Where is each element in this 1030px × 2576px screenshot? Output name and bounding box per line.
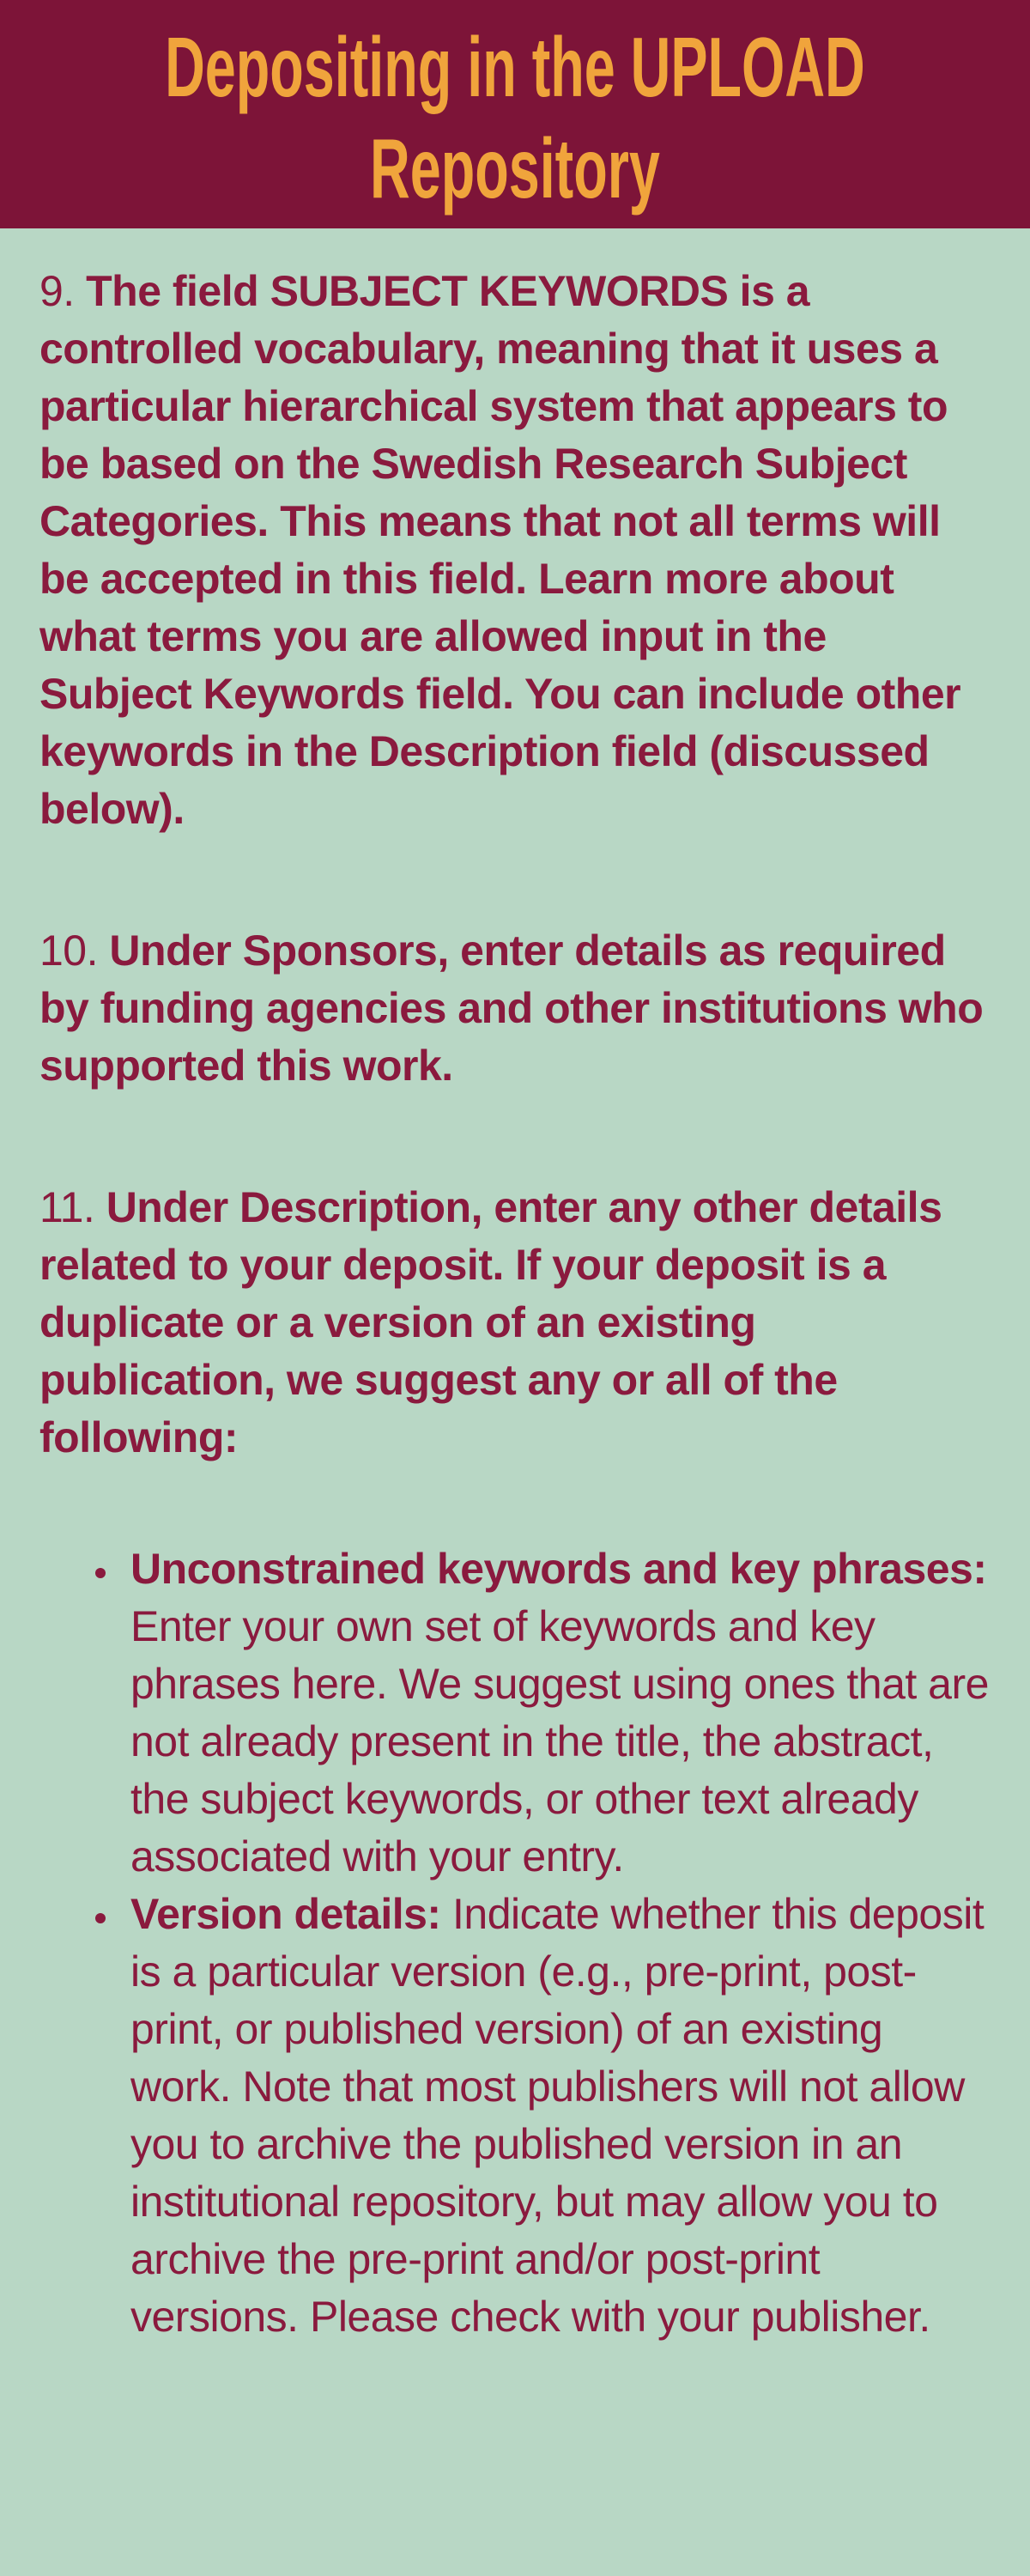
bullet-2-text: Indicate whether this deposit is a particular version (e.g., pre-print, post-print, or published version) of an existing work. Note that most publishers will not allow you to archive the published version in an institutional repository, but may allow you to archive the pre-print and/or post-print versions. Please check with your publisher. (130, 1890, 985, 2341)
step-9-paragraph (39, 263, 989, 838)
page-title (165, 16, 865, 219)
suggestions-list (39, 1540, 989, 2346)
step-9-number: 9. (39, 267, 75, 315)
step-10-paragraph (39, 922, 989, 1095)
step-9-text: The field SUBJECT KEYWORDS is a controlled vocabulary, meaning that it uses a particular hierarchical system that appears to be based on the Swedish Research Subject Categories. This means that not all terms will be accepted in this field. Learn more about what terms you are allowed input in the Subject Keywords field. You can include other keywords in the Description field (discussed below). (39, 267, 961, 833)
step-11-number: 11. (39, 1183, 95, 1231)
bullet-1-text: Enter your own set of keywords and key phrases here. We suggest using ones that are not already present in the title, the abstract, the subject keywords, or other text already associated with your entry. (130, 1602, 989, 1880)
list-item-unconstrained-keywords (122, 1540, 989, 1886)
list-item-version-details (122, 1886, 989, 2346)
step-10-text: Under Sponsors, enter details as required by funding agencies and other institutions who supported this work. (39, 927, 984, 1090)
step-11-text: Under Description, enter any other details related to your deposit. If your deposit is a duplicate or a version of an existing publication, we suggest any or all of the following: (39, 1183, 942, 1461)
header-band (0, 0, 1030, 228)
step-11-paragraph (39, 1179, 989, 1467)
page-title-line1: Depositing in the UPLOAD (165, 20, 865, 114)
page-title-line2: Repository (370, 121, 660, 216)
body-content (0, 228, 1030, 2346)
bullet-1-lead: Unconstrained keywords and key phrases: (130, 1545, 987, 1593)
step-10-number: 10. (39, 927, 99, 975)
bullet-2-lead: Version details: (130, 1890, 441, 1938)
